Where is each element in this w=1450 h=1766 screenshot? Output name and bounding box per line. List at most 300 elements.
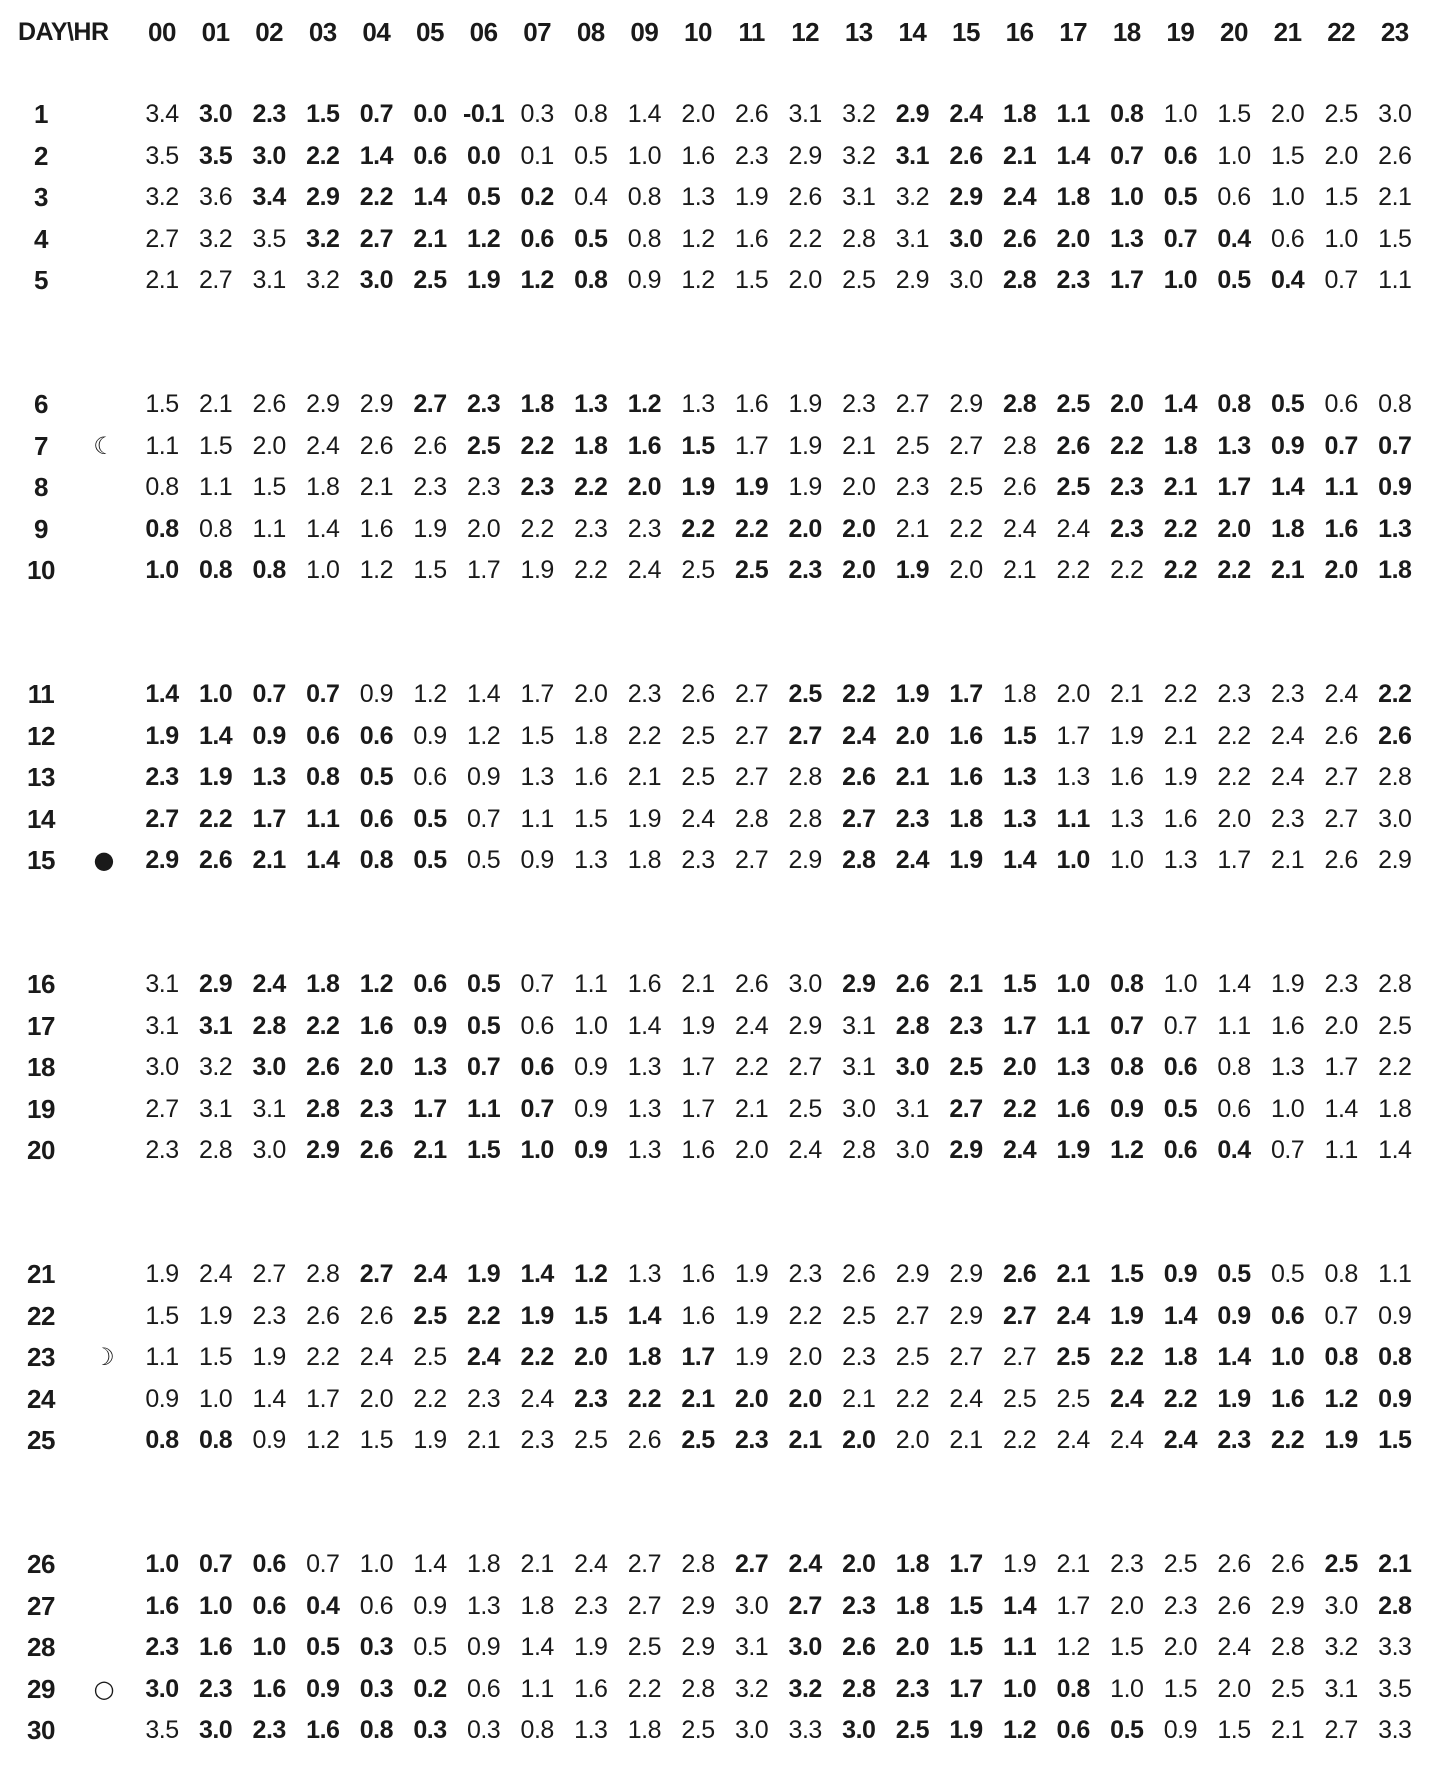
tide-value: 2.3 — [1110, 473, 1144, 501]
tide-value: 1.3 — [627, 1136, 662, 1164]
tide-value: 1.8 — [1378, 1094, 1412, 1123]
tide-value: 2.7 — [359, 224, 394, 253]
tide-value: 2.9 — [788, 846, 822, 874]
tide-value: 1.5 — [1378, 224, 1412, 253]
tide-value: 2.2 — [1110, 556, 1144, 584]
tide-value: 0.5 — [466, 1011, 501, 1040]
tide-value: 2.4 — [1270, 763, 1305, 791]
tide-value: 2.3 — [198, 1674, 233, 1703]
tide-value: 1.4 — [627, 1301, 662, 1330]
tide-value: 1.9 — [413, 1426, 447, 1454]
tide-value: 1.5 — [198, 1343, 233, 1371]
tide-value: 2.0 — [842, 514, 876, 543]
tide-value: 3.0 — [252, 141, 286, 170]
tide-value: 1.8 — [520, 390, 554, 418]
tide-value: 0.7 — [1270, 1136, 1305, 1164]
tide-value: 1.7 — [413, 1094, 447, 1123]
tide-value: 2.6 — [359, 1301, 394, 1330]
tide-value: 1.3 — [627, 1053, 662, 1081]
tide-value: 1.9 — [949, 1716, 983, 1744]
tide-value: 2.0 — [627, 473, 662, 501]
tide-value: 1.9 — [198, 1301, 233, 1330]
tide-value: 2.5 — [681, 1716, 715, 1744]
tide-value: 0.5 — [574, 141, 608, 170]
tide-value: 3.1 — [145, 970, 179, 998]
tide-value: 3.0 — [359, 266, 394, 294]
tide-value: 2.3 — [145, 1633, 179, 1661]
day-label: 18 — [27, 1052, 55, 1082]
tide-value: 2.5 — [1002, 1384, 1037, 1413]
tide-value: 1.7 — [252, 804, 286, 833]
tide-value: 2.4 — [306, 431, 340, 460]
tide-value: 2.2 — [788, 1301, 822, 1330]
tide-value: 3.1 — [842, 183, 876, 211]
tide-value: 2.5 — [949, 1053, 983, 1081]
tide-value: 0.6 — [1270, 224, 1305, 253]
tide-value: 2.3 — [1110, 1550, 1144, 1578]
tide-value: 2.1 — [1002, 556, 1037, 584]
tide-value: 1.6 — [949, 763, 983, 791]
tide-value: 1.5 — [145, 390, 179, 418]
tide-value: 1.5 — [1163, 1674, 1198, 1703]
tide-value: 3.2 — [306, 266, 340, 294]
tide-value: 1.7 — [734, 431, 769, 460]
tide-value: 1.5 — [1217, 100, 1251, 128]
tide-value: 2.1 — [1163, 721, 1198, 750]
tide-value: 2.0 — [842, 1426, 876, 1454]
tide-value: 2.2 — [574, 473, 608, 501]
tide-value: 2.5 — [788, 1094, 822, 1123]
tide-value: 1.3 — [1378, 514, 1412, 543]
tide-value: 2.7 — [734, 680, 769, 708]
tide-value: 2.7 — [198, 266, 233, 294]
tide-value: 1.3 — [252, 763, 286, 791]
tide-value: 3.0 — [252, 1136, 286, 1164]
tide-value: 1.5 — [466, 1136, 501, 1164]
tide-value: 0.7 — [1163, 224, 1198, 253]
tide-value: 1.5 — [1002, 970, 1037, 998]
tide-value: 1.7 — [1110, 266, 1144, 294]
day-label: 24 — [27, 1383, 55, 1414]
tide-value: 1.2 — [466, 224, 501, 253]
tide-value: 0.0 — [413, 100, 447, 128]
tide-value: 1.5 — [574, 1301, 608, 1330]
tide-value: 2.8 — [681, 1550, 715, 1578]
tide-value: 0.5 — [1270, 390, 1305, 418]
tide-value: 2.2 — [681, 514, 715, 543]
tide-value: 2.6 — [1378, 141, 1412, 170]
tide-value: 1.9 — [1110, 1301, 1144, 1330]
tide-value: 2.5 — [842, 1301, 876, 1330]
tide-value: 2.6 — [949, 141, 983, 170]
tide-value: 2.3 — [1270, 680, 1305, 708]
tide-value: 2.2 — [1378, 680, 1412, 708]
tide-value: 1.4 — [306, 514, 340, 543]
tide-value: 2.2 — [627, 721, 662, 750]
hour-header: 06 — [469, 17, 498, 47]
tide-value: 2.1 — [895, 763, 930, 791]
tide-value: 1.2 — [466, 721, 501, 750]
tide-value: 2.1 — [145, 266, 179, 294]
tide-value: 2.7 — [949, 431, 983, 460]
tide-value: 2.7 — [1002, 1343, 1037, 1371]
tide-value: 1.6 — [145, 1591, 179, 1620]
tide-value: 1.0 — [1324, 224, 1358, 253]
tide-value: 2.4 — [1056, 1426, 1090, 1454]
tide-value: 2.9 — [681, 1633, 715, 1661]
tide-value: 0.9 — [413, 721, 447, 750]
tide-value: 2.7 — [1324, 1716, 1358, 1744]
tide-value: 1.7 — [1056, 1591, 1090, 1620]
tide-value: 3.5 — [145, 1716, 179, 1744]
hour-header: 03 — [308, 17, 337, 47]
day-label: 21 — [27, 1259, 55, 1289]
tide-value: 2.4 — [252, 970, 286, 998]
tide-value: 1.3 — [1056, 763, 1090, 791]
tide-value: 1.5 — [413, 556, 447, 584]
tide-value: 3.5 — [198, 141, 233, 170]
tide-value: 1.5 — [198, 431, 233, 460]
tide-value: 0.7 — [1324, 431, 1358, 460]
tide-value: 0.8 — [1110, 1053, 1144, 1081]
hour-header: 11 — [738, 17, 765, 47]
tide-value: 2.7 — [895, 390, 930, 418]
tide-value: 3.2 — [788, 1674, 822, 1703]
tide-value: 0.7 — [198, 1550, 233, 1578]
tide-value: 1.8 — [466, 1550, 501, 1578]
tide-value: 3.0 — [734, 1716, 769, 1744]
tide-value: 2.6 — [842, 1633, 876, 1661]
tide-value: 2.3 — [252, 100, 286, 128]
tide-value: 2.0 — [1163, 1633, 1198, 1661]
hour-header: 19 — [1166, 17, 1195, 47]
tide-value: 1.2 — [1110, 1136, 1144, 1164]
tide-value: 1.7 — [681, 1053, 715, 1081]
tide-value: 2.7 — [627, 1591, 662, 1620]
tide-value: 2.8 — [1002, 431, 1037, 460]
tide-value: 3.2 — [842, 141, 876, 170]
tide-value: 2.5 — [1163, 1550, 1198, 1578]
tide-value: 1.0 — [1163, 100, 1198, 128]
tide-value: 2.1 — [1163, 473, 1198, 501]
tide-value: 2.5 — [681, 556, 715, 584]
tide-value: 2.6 — [306, 1053, 340, 1081]
hour-header: 14 — [898, 17, 927, 47]
tide-value: 2.1 — [252, 846, 286, 874]
tide-value: 1.7 — [520, 680, 554, 708]
tide-value: 1.6 — [306, 1716, 340, 1744]
tide-value: 1.3 — [1217, 431, 1251, 460]
tide-value: 3.0 — [895, 1053, 930, 1081]
tide-value: 1.2 — [413, 680, 447, 708]
tide-value: 1.4 — [1324, 1094, 1358, 1123]
tide-value: 2.2 — [1217, 721, 1251, 750]
tide-value: 2.9 — [788, 141, 822, 170]
tide-value: 2.6 — [1378, 721, 1412, 750]
tide-value: 3.0 — [198, 1716, 233, 1744]
tide-value: 1.4 — [627, 1011, 662, 1040]
tide-value: 1.6 — [949, 721, 983, 750]
tide-value: 0.4 — [1217, 1136, 1251, 1164]
moon-phase-icon: ● — [93, 846, 115, 874]
tide-value: 2.0 — [1110, 1591, 1144, 1620]
day-label: 28 — [27, 1632, 55, 1662]
hour-header: 08 — [576, 17, 605, 47]
tide-value: 1.6 — [681, 141, 715, 170]
tide-value: 0.9 — [359, 680, 394, 708]
tide-value: 1.1 — [306, 804, 340, 833]
tide-value: 0.2 — [520, 183, 554, 211]
tide-value: 2.3 — [1163, 1591, 1198, 1620]
tide-value: 2.9 — [949, 1136, 983, 1164]
tide-value: 0.8 — [359, 1716, 394, 1744]
tide-value: 2.0 — [1324, 1011, 1358, 1040]
tide-value: 0.7 — [1324, 1301, 1358, 1330]
tide-value: 1.1 — [252, 514, 286, 543]
tide-value: 2.1 — [413, 224, 447, 253]
tide-value: 1.9 — [734, 183, 769, 211]
tide-value: 2.5 — [681, 763, 715, 791]
tide-value: 2.9 — [198, 970, 233, 998]
tide-value: 0.8 — [520, 1716, 554, 1744]
tide-value: 2.1 — [734, 1094, 769, 1123]
tide-value: 2.1 — [627, 763, 662, 791]
tide-value: 1.8 — [306, 473, 340, 501]
day-label: 23 — [27, 1342, 55, 1372]
tide-value: 2.1 — [1056, 1260, 1090, 1288]
tide-value: 0.9 — [627, 266, 662, 294]
moon-phase-icon: ☾ — [93, 431, 115, 460]
tide-value: 2.2 — [574, 556, 608, 584]
tide-value: 2.9 — [949, 1301, 983, 1330]
tide-value: 2.1 — [949, 970, 983, 998]
tide-value: 2.6 — [359, 431, 394, 460]
tide-value: 3.2 — [198, 224, 233, 253]
hour-header: 23 — [1380, 17, 1409, 47]
tide-value: 2.0 — [359, 1384, 394, 1413]
tide-value: 1.9 — [788, 390, 822, 418]
tide-value: 1.6 — [627, 970, 662, 998]
tide-value: 2.0 — [895, 1633, 930, 1661]
moon-phase-icon: ☽ — [93, 1343, 115, 1371]
tide-value: 2.7 — [145, 1094, 179, 1123]
tide-value: 1.3 — [574, 846, 608, 874]
tide-value: 2.8 — [734, 804, 769, 833]
tide-value: 1.3 — [681, 183, 715, 211]
tide-value: 1.7 — [949, 1550, 983, 1578]
tide-value: 2.6 — [198, 846, 233, 874]
tide-value: 2.4 — [1002, 514, 1037, 543]
tide-value: 1.3 — [574, 390, 608, 418]
tide-value: 2.4 — [1110, 1384, 1144, 1413]
tide-value: 1.0 — [1163, 970, 1198, 998]
tide-value: 1.2 — [1056, 1633, 1090, 1661]
tide-value: 0.5 — [1217, 1260, 1251, 1288]
tide-value: 2.5 — [1056, 1343, 1090, 1371]
tide-value: 1.9 — [1217, 1384, 1251, 1413]
tide-value: 2.7 — [145, 224, 179, 253]
tide-value: 2.9 — [895, 1260, 930, 1288]
tide-value: 0.6 — [1324, 390, 1358, 418]
tide-value: 2.4 — [734, 1011, 769, 1040]
tide-value: 1.9 — [466, 1260, 501, 1288]
tide-value: 2.8 — [788, 804, 822, 833]
tide-value: 2.5 — [895, 1343, 930, 1371]
tide-value: 2.0 — [1324, 141, 1358, 170]
tide-value: 2.0 — [252, 431, 286, 460]
tide-value: 0.5 — [1163, 183, 1198, 211]
tide-value: 1.5 — [949, 1633, 983, 1661]
tide-value: 2.1 — [1378, 183, 1412, 211]
tide-value: 0.6 — [359, 804, 394, 833]
tide-value: 2.3 — [520, 473, 554, 501]
day-label: 26 — [27, 1549, 55, 1579]
tide-value: 2.1 — [949, 1426, 983, 1454]
tide-value: 3.1 — [895, 141, 930, 170]
hour-header: 21 — [1273, 17, 1302, 47]
tide-value: 1.7 — [949, 680, 983, 708]
tide-value: 0.8 — [145, 473, 179, 501]
day-label: 13 — [27, 762, 55, 792]
tide-value: 3.1 — [198, 1094, 233, 1123]
tide-value: 2.4 — [1056, 1301, 1090, 1330]
tide-value: 1.3 — [574, 1716, 608, 1744]
tide-value: 1.2 — [1324, 1384, 1358, 1413]
tide-value: 2.5 — [413, 1301, 447, 1330]
tide-value: 0.6 — [520, 224, 554, 253]
tide-value: 1.8 — [574, 721, 608, 750]
tide-value: 2.7 — [252, 1260, 286, 1288]
tide-value: 1.4 — [1270, 473, 1305, 501]
tide-value: 0.9 — [1378, 1384, 1412, 1413]
tide-value: 2.4 — [1163, 1426, 1198, 1454]
tide-value: 2.7 — [359, 1260, 394, 1288]
tide-value: 2.2 — [359, 183, 394, 211]
tide-value: 2.0 — [1056, 680, 1090, 708]
tide-value: 2.6 — [788, 183, 822, 211]
tide-value: 2.4 — [1002, 183, 1037, 211]
tide-value: 0.8 — [306, 763, 340, 791]
tide-value: 3.1 — [145, 1011, 179, 1040]
tide-value: 0.6 — [520, 1053, 554, 1081]
tide-value: 2.8 — [788, 763, 822, 791]
tide-value: 0.8 — [1110, 100, 1144, 128]
day-label: 1 — [34, 99, 48, 129]
tide-value: 1.8 — [1163, 431, 1198, 460]
hour-header: 04 — [362, 17, 391, 47]
tide-value: 2.0 — [842, 473, 876, 501]
tide-value: 3.1 — [734, 1633, 769, 1661]
tide-value: 1.4 — [145, 680, 179, 708]
tide-value: 2.7 — [627, 1550, 662, 1578]
tide-value: 2.8 — [1002, 390, 1037, 418]
tide-value: 1.4 — [198, 721, 233, 750]
tide-value: 2.7 — [842, 804, 876, 833]
tide-value: 2.6 — [252, 390, 286, 418]
tide-value: 0.8 — [1110, 970, 1144, 998]
tide-value: 2.2 — [520, 1343, 554, 1371]
day-label: 6 — [34, 389, 48, 419]
tide-value: 2.1 — [1056, 1550, 1090, 1578]
tide-value: 2.3 — [145, 763, 179, 791]
tide-value: 2.1 — [1378, 1550, 1412, 1578]
tide-value: 1.8 — [1270, 514, 1305, 543]
tide-value: 1.9 — [895, 556, 930, 584]
tide-value: 2.4 — [466, 1343, 501, 1371]
tide-value: 2.4 — [681, 804, 715, 833]
tide-value: 2.6 — [359, 1136, 394, 1164]
hour-header: 01 — [201, 17, 230, 47]
tide-value: 0.9 — [1378, 1301, 1412, 1330]
tide-value: 1.4 — [306, 846, 340, 874]
tide-value: 0.5 — [466, 970, 501, 998]
tide-value: 0.6 — [1163, 1053, 1198, 1081]
tide-value: 0.8 — [574, 100, 608, 128]
tide-value: 2.8 — [1378, 1591, 1412, 1620]
tide-value: 1.1 — [1002, 1633, 1037, 1661]
tide-value: 1.8 — [1163, 1343, 1198, 1371]
tide-value: 2.4 — [1002, 1136, 1037, 1164]
tide-value: 0.8 — [359, 846, 394, 874]
tide-value: 1.9 — [466, 266, 501, 294]
tide-value: 2.7 — [734, 763, 769, 791]
tide-value: 0.8 — [145, 514, 179, 543]
tide-value: 1.6 — [1270, 1011, 1305, 1040]
tide-value: 2.2 — [627, 1384, 662, 1413]
tide-value: 2.8 — [1270, 1633, 1305, 1661]
tide-value: 1.1 — [1217, 1011, 1251, 1040]
day-label: 4 — [34, 223, 48, 254]
tide-value: 2.3 — [1217, 1426, 1251, 1454]
tide-value: 0.6 — [520, 1011, 554, 1040]
tide-value: 1.3 — [466, 1591, 501, 1620]
tide-value: 2.1 — [842, 1384, 876, 1413]
tide-value: 2.6 — [627, 1426, 662, 1454]
tide-value: 2.5 — [681, 1426, 715, 1454]
tide-value: 2.1 — [1110, 680, 1144, 708]
tide-value: 1.9 — [1110, 721, 1144, 750]
tide-value: 2.1 — [895, 514, 930, 543]
tide-value: 1.9 — [1270, 970, 1305, 998]
tide-value: 0.4 — [1217, 224, 1251, 253]
tide-value: 2.6 — [681, 680, 715, 708]
tide-value: 2.0 — [842, 556, 876, 584]
tide-value: 1.6 — [359, 1011, 394, 1040]
tide-value: 0.5 — [413, 804, 447, 833]
tide-value: 2.5 — [681, 721, 715, 750]
tide-value: 2.8 — [1002, 266, 1037, 294]
tide-value: 3.0 — [252, 1053, 286, 1081]
tide-value: 2.2 — [1163, 514, 1198, 543]
tide-value: 0.8 — [198, 1426, 233, 1454]
tide-value: 2.8 — [252, 1011, 286, 1040]
tide-value: 1.1 — [1056, 100, 1090, 128]
day-label: 8 — [34, 472, 48, 502]
tide-value: 3.2 — [306, 224, 340, 253]
tide-value: 3.2 — [895, 183, 930, 211]
tide-value: 1.1 — [1324, 1136, 1358, 1164]
tide-value: 3.1 — [1324, 1674, 1358, 1703]
tide-value: 1.0 — [198, 1384, 233, 1413]
tide-value: 0.9 — [574, 1094, 608, 1123]
tide-value: 2.4 — [788, 1136, 822, 1164]
tide-value: 0.6 — [466, 1674, 501, 1703]
tide-value: 0.7 — [466, 804, 501, 833]
tide-value: 0.5 — [359, 763, 394, 791]
tide-value: 2.5 — [1056, 390, 1090, 418]
tide-value: 0.9 — [1110, 1094, 1144, 1123]
tide-value: 2.3 — [1110, 514, 1144, 543]
